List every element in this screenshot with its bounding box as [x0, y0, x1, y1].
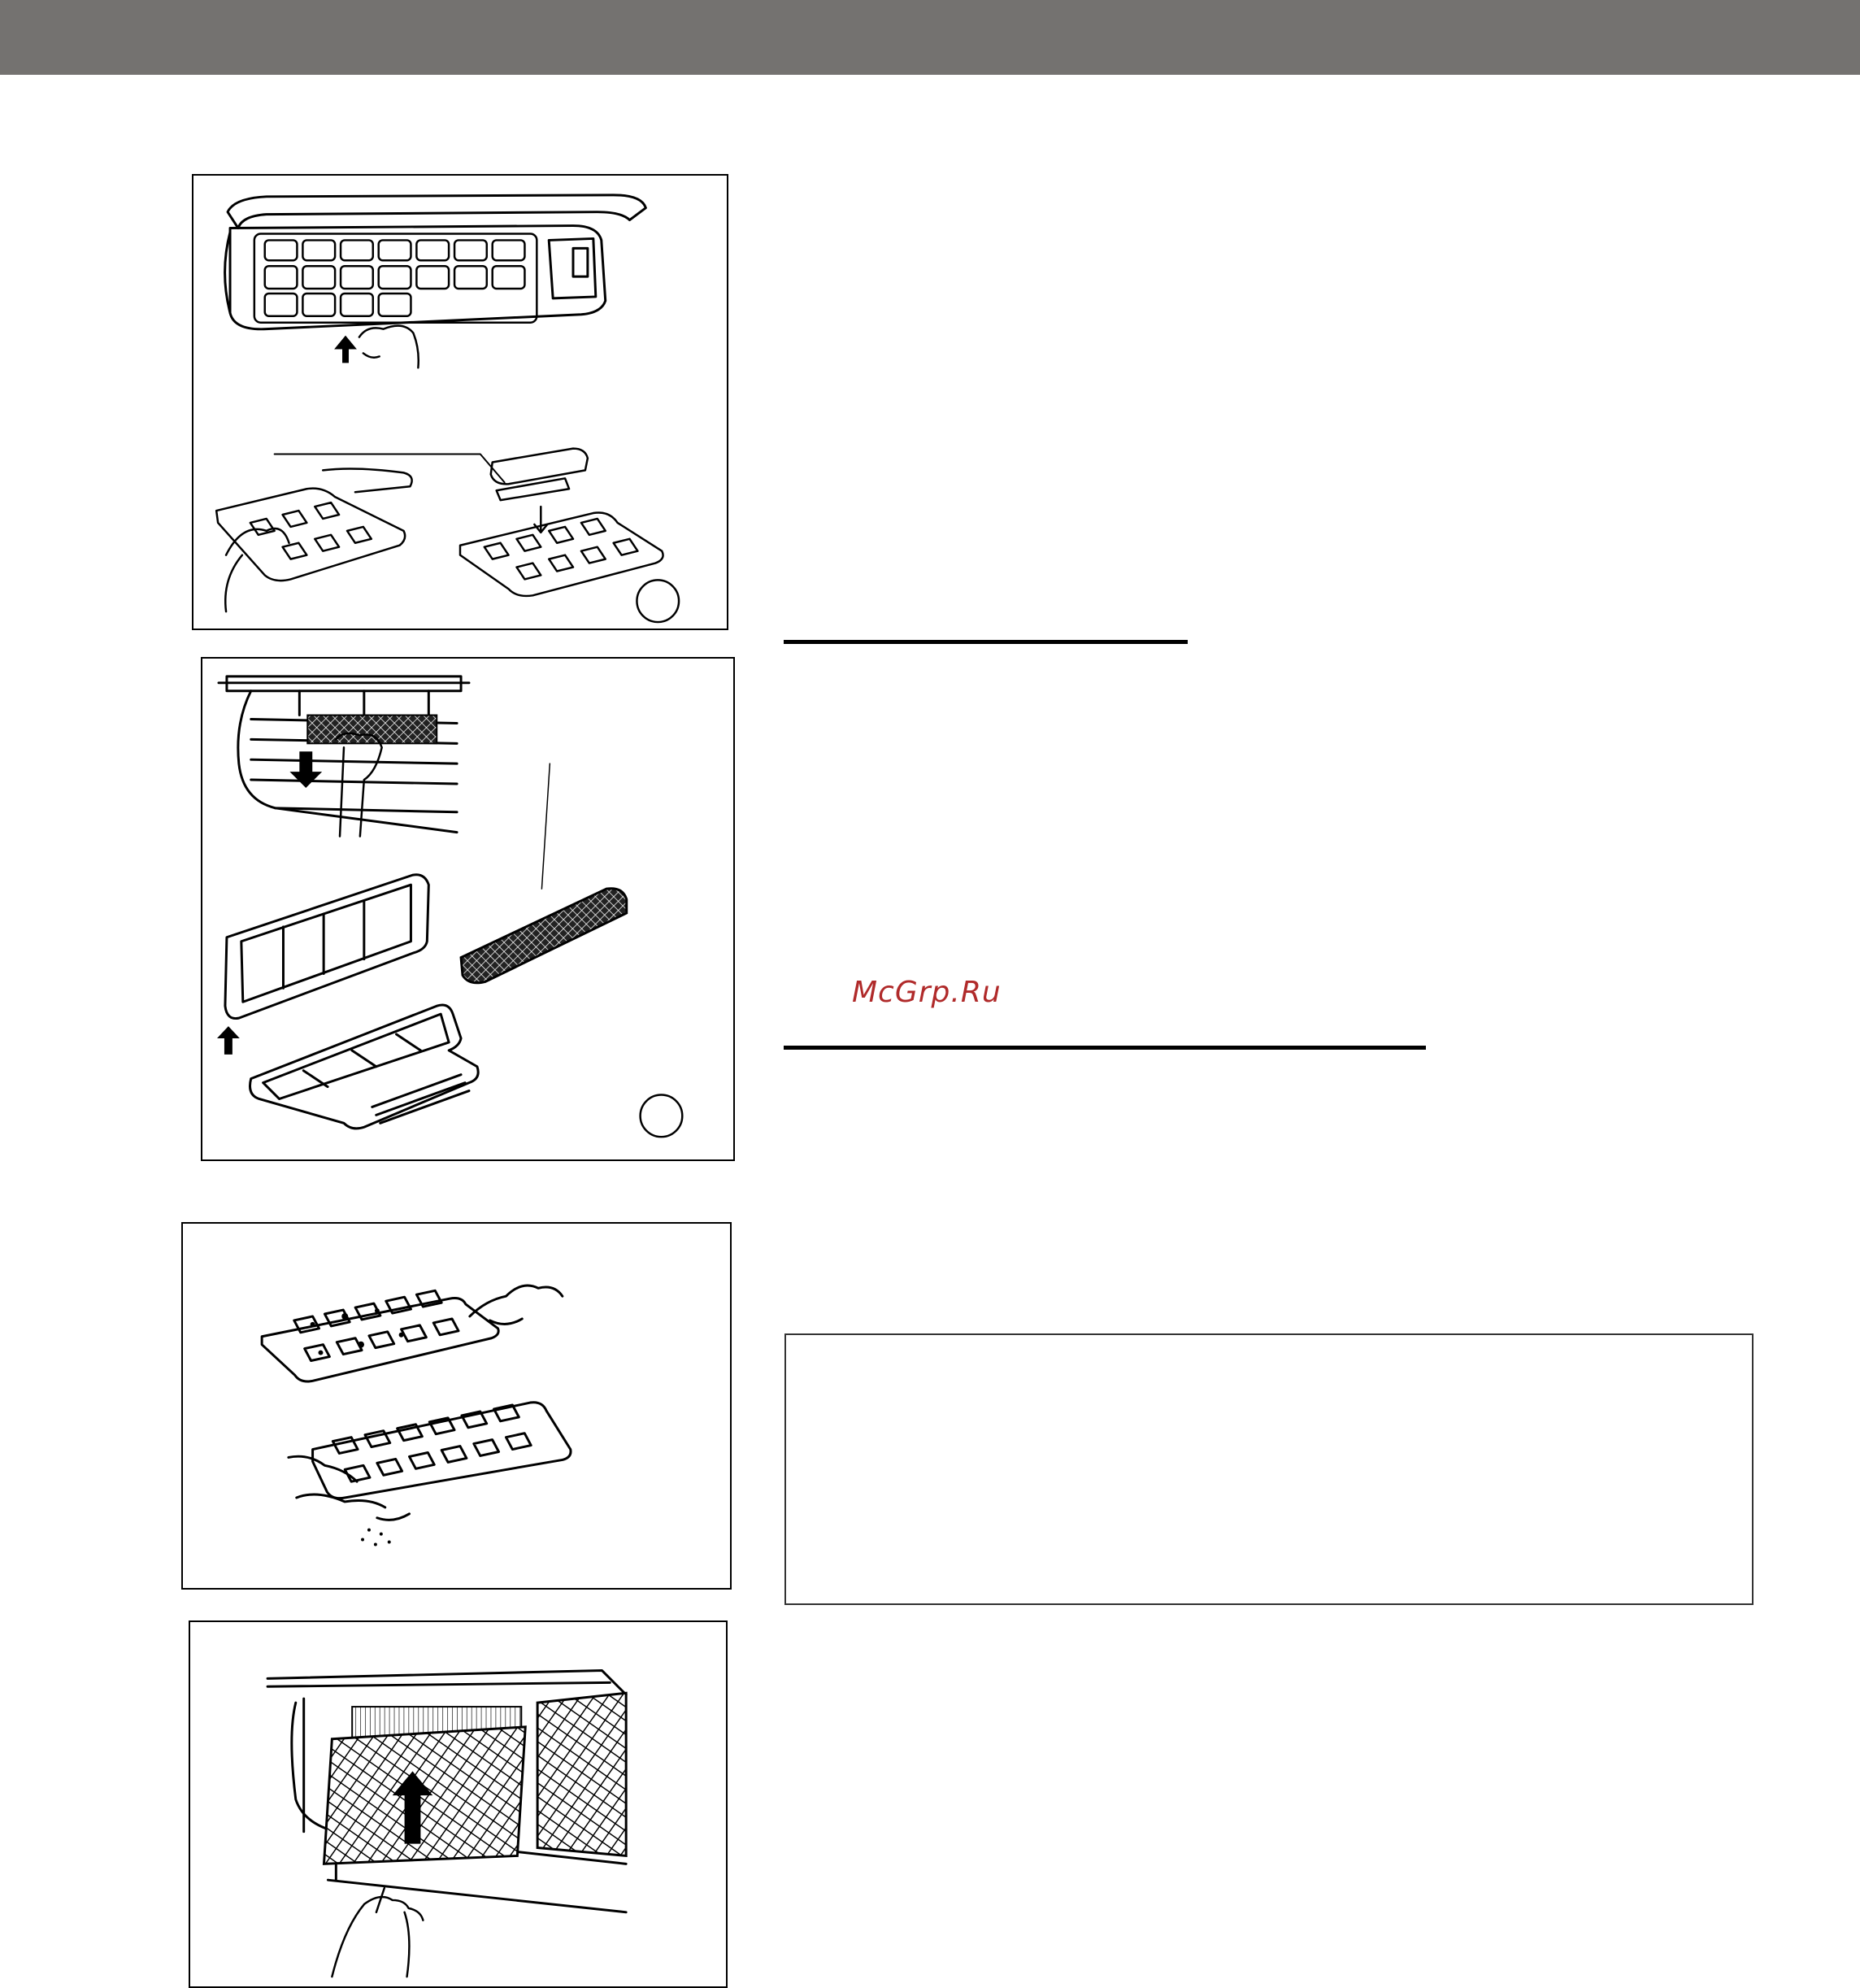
arrow-up-icon: [217, 1026, 240, 1055]
figure-deodorizing-filter: [201, 657, 735, 1161]
hand-icon: [289, 1456, 410, 1520]
figure-filter-reinstall: [189, 1620, 728, 1988]
watermark-text: McGrp.Ru: [852, 976, 1002, 1009]
figure-filter-removal: [192, 174, 728, 630]
arrow-up-icon: [334, 336, 357, 363]
filter-reinstall-illustration: [190, 1622, 726, 1986]
arrow-down-icon: [289, 751, 322, 788]
filter-cleaning-illustration: [183, 1224, 730, 1588]
callout-circle: [641, 1095, 683, 1138]
mesh-filter-illustration: [202, 659, 733, 1159]
indoor-unit-illustration: [193, 176, 727, 629]
section-rule-2: [784, 1046, 1426, 1050]
hand-icon: [359, 326, 419, 368]
hand-icon: [332, 1888, 423, 1977]
section-rule-1: [784, 640, 1188, 644]
figure-filter-cleaning: [181, 1222, 732, 1590]
header-band: [0, 0, 1860, 75]
callout-circle: [637, 580, 679, 622]
note-box: [784, 1333, 1754, 1605]
